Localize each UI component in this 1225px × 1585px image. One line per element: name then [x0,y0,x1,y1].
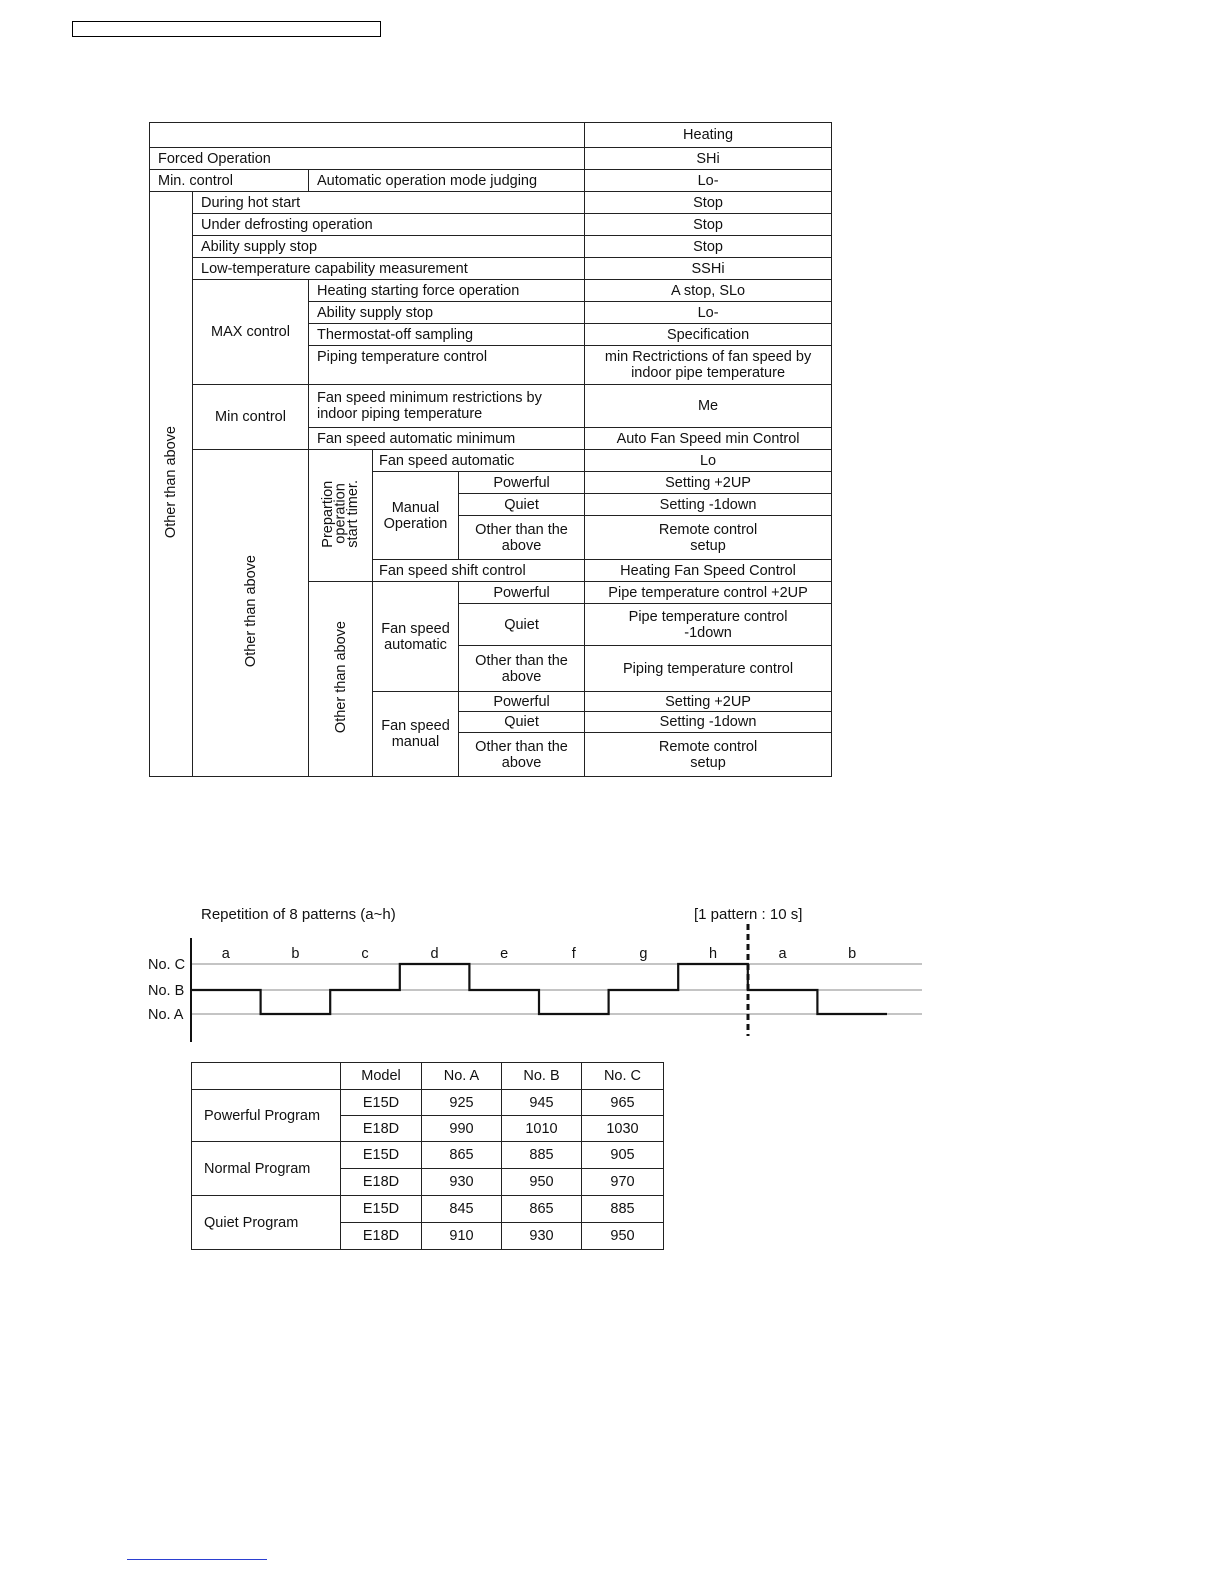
max-row-value: min Rectrictions of fan speed by indoor pipe temperature [585,346,832,385]
prep-other-value: Remote control setup [585,516,832,560]
prep-fan-auto-value: Lo [585,450,832,472]
value-c: 885 [582,1196,664,1223]
level-label: No. B [148,983,185,999]
row-value: Stop [585,236,832,258]
auto-powerful-value: Pipe temperature control +2UP [585,582,832,604]
manual-other-value: Remote control setup [585,733,832,777]
value-b: 930 [502,1223,582,1250]
prep-powerful-value: Setting +2UP [585,472,832,494]
min-row-value: Auto Fan Speed min Control [585,428,832,450]
min-row-value: Me [585,385,832,428]
max-row-label: Ability supply stop [309,302,585,324]
manual-quiet-label: Quiet [459,712,585,733]
auto-other-value: Piping temperature control [585,646,832,692]
header-no-c: No. C [582,1063,664,1090]
row-label: Ability supply stop [193,236,585,258]
auto-quiet-value: Pipe temperature control -1down [585,604,832,646]
pattern-letter: c [361,946,369,962]
program-name: Powerful Program [192,1090,341,1142]
forced-operation-label: Forced Operation [150,148,585,170]
program-table [191,1062,664,1250]
row-label: Under defrosting operation [193,214,585,236]
prep-powerful-label: Powerful [459,472,585,494]
min-control-sub: Automatic operation mode judging [309,170,585,192]
preparation-timer-label: Prepartion operation start timer. [309,450,373,582]
min-control-group-label: Min control [193,385,309,450]
pattern-title: Repetition of 8 patterns (a~h) [201,906,396,923]
value-b: 945 [502,1090,582,1116]
pattern-note: [1 pattern : 10 s] [694,906,803,923]
forced-operation-value: SHi [585,148,832,170]
model-cell: E18D [341,1116,422,1142]
pattern-letter: b [848,946,857,962]
pattern-letter: h [708,946,718,962]
shift-control-value: Heating Fan Speed Control [585,560,832,582]
value-c: 950 [582,1223,664,1250]
other-than-above-outer: Other than above [150,192,193,777]
value-a: 990 [422,1116,502,1142]
header-no-b: No. B [502,1063,582,1090]
fan-auto-label: Fan speed automatic [373,582,459,692]
header-box [72,21,381,37]
program-name: Normal Program [192,1142,341,1196]
heading-cell: Heating [585,123,832,148]
row-label: Low-temperature capability measurement [193,258,585,280]
min-row-label: Fan speed automatic minimum [309,428,585,450]
footer-link-underline [127,1559,267,1560]
level-label: No. A [148,1007,184,1023]
auto-powerful-label: Powerful [459,582,585,604]
min-control-value: Lo- [585,170,832,192]
max-control-label: MAX control [193,280,309,385]
shift-control-label: Fan speed shift control [373,560,585,582]
pattern-letter: a [778,946,787,962]
other-than-above-mid: Other than above [193,450,309,777]
fan-manual-label: Fan speed manual [373,692,459,777]
pattern-letter: d [430,946,439,962]
max-row-value: Specification [585,324,832,346]
pattern-letter: f [571,946,576,962]
model-cell: E15D [341,1142,422,1169]
manual-powerful-value: Setting +2UP [585,692,832,712]
header-no-a: No. A [422,1063,502,1090]
max-row-label: Piping temperature control [309,346,585,385]
value-b: 865 [502,1196,582,1223]
pattern-letter: g [639,946,648,962]
model-cell: E18D [341,1169,422,1196]
pattern-letter: a [221,946,230,962]
max-row-value: A stop, SLo [585,280,832,302]
value-b: 1010 [502,1116,582,1142]
value-a: 925 [422,1090,502,1116]
prep-quiet-label: Quiet [459,494,585,516]
other-than-above-inner: Other than above [309,582,373,777]
pattern-diagram [140,920,930,1045]
model-cell: E15D [341,1196,422,1223]
prep-fan-auto-label: Fan speed automatic [373,450,585,472]
row-value: Stop [585,192,832,214]
header-model: Model [341,1063,422,1090]
manual-other-label: Other than the above [459,733,585,777]
value-a: 910 [422,1223,502,1250]
model-cell: E18D [341,1223,422,1250]
row-label: During hot start [193,192,585,214]
min-control-label: Min. control [150,170,309,192]
level-label: No. C [148,957,186,973]
program-name: Quiet Program [192,1196,341,1250]
fan-speed-table [149,122,832,777]
pattern-waveform [191,964,887,1014]
row-value: Stop [585,214,832,236]
pattern-letter: b [291,946,300,962]
min-row-label: Fan speed minimum restrictions by indoor piping temperature [309,385,585,428]
prep-quiet-value: Setting -1down [585,494,832,516]
value-a: 845 [422,1196,502,1223]
corner-cell [150,123,585,148]
value-c: 965 [582,1090,664,1116]
pattern-letter: e [500,946,509,962]
prep-manual-label: Manual Operation [373,472,459,560]
max-row-label: Thermostat-off sampling [309,324,585,346]
program-corner-cell [192,1063,341,1090]
row-value: SSHi [585,258,832,280]
max-row-label: Heating starting force operation [309,280,585,302]
value-a: 930 [422,1169,502,1196]
prep-other-label: Other than the above [459,516,585,560]
value-a: 865 [422,1142,502,1169]
max-row-value: Lo- [585,302,832,324]
value-c: 1030 [582,1116,664,1142]
manual-quiet-value: Setting -1down [585,712,832,733]
value-c: 970 [582,1169,664,1196]
value-b: 950 [502,1169,582,1196]
auto-quiet-label: Quiet [459,604,585,646]
auto-other-label: Other than the above [459,646,585,692]
model-cell: E15D [341,1090,422,1116]
value-c: 905 [582,1142,664,1169]
manual-powerful-label: Powerful [459,692,585,712]
value-b: 885 [502,1142,582,1169]
